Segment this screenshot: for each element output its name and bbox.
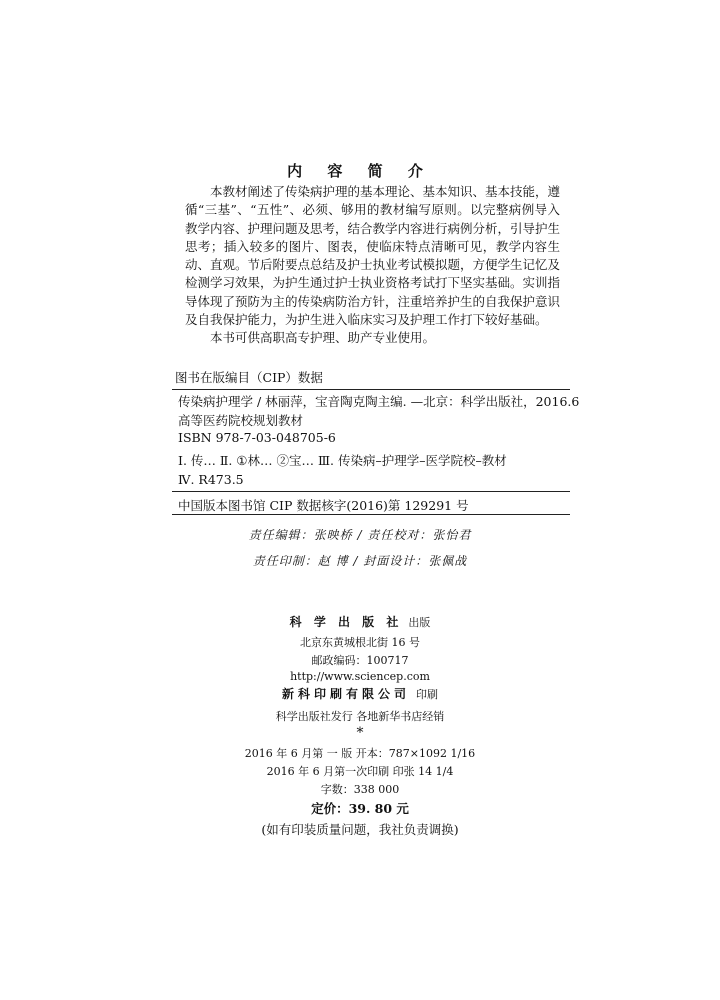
cip-series: 高等医药院校规划教材 <box>178 413 304 428</box>
summary-paragraph: 本教材阐述了传染病护理的基本理论、基本知识、基本技能，遵循“三基”、“五性”、必须、够用的教材编写原则。以完整病例导入教学内容、护理问题及思考，结合教学内容进行病例分析，引导护生思考；插入较多的图片、图表，使临床特点清晰可见，教学内容生动、直观。节后附要点总结及护士执业考试模拟题，方便学生记忆及检测学习效果，为护生通过护士执业资格考试打下坚实基础。实训指导体现了预防为主的传染病防治方针，注重培养护生的自我保护意识及自我保护能力，为护生进入临床实习及护理工作打下较好基础。 <box>185 184 561 328</box>
cip-mid-rule <box>172 491 570 492</box>
cip-isbn: ISBN 978-7-03-048705-6 <box>178 430 336 445</box>
cip-title-line: 传染病护理学 / 林丽萍，宝音陶克陶主编. —北京：科学出版社，2016.6 <box>178 394 580 409</box>
cip-record-number: 中国版本图书馆 CIP 数据核字(2016)第 129291 号 <box>178 498 469 513</box>
summary-body <box>185 183 560 348</box>
publisher-url: http://www.sciencep.com <box>290 670 430 683</box>
printer-name: 新科印刷有限公司 <box>281 687 410 701</box>
edition-line: 2016 年 6 月第 一 版 开本：787×1092 1/16 <box>244 747 476 760</box>
printer-line <box>0 685 720 702</box>
editor-credits: 责任编辑：张映桥 / 责任校对：张怡君 <box>248 528 472 542</box>
quality-notice: (如有印装质量问题，我社负责调换) <box>261 822 459 837</box>
publisher-line <box>0 613 720 630</box>
cip-bottom-rule <box>172 514 570 515</box>
production-credits: 责任印制：赵 博 / 封面设计：张佩战 <box>252 554 468 568</box>
cip-heading: 图书在版编目（CIP）数据 <box>175 370 323 385</box>
cip-top-rule <box>172 389 570 390</box>
publisher-suffix: 出版 <box>408 616 431 629</box>
cip-subjects: Ⅰ. 传… Ⅱ. ①林… ②宝… Ⅲ. 传染病–护理学–医学院校–教材 <box>178 453 507 468</box>
summary-usage: 本书可供高职高专护理、助产专业使用。 <box>210 330 436 346</box>
cip-classification: Ⅳ. R473.5 <box>178 472 244 487</box>
publisher-address: 北京东黄城根北街 16 号 <box>300 636 420 649</box>
distribution-line: 科学出版社发行 各地新华书店经销 <box>275 710 445 723</box>
wordcount-line: 字数：338 000 <box>320 783 400 796</box>
publisher-logo-name: 科 学 出 版 社 <box>289 615 403 629</box>
printer-suffix: 印刷 <box>416 688 438 701</box>
summary-title: 内 容 简 介 <box>287 162 433 180</box>
separator-star: * <box>356 725 364 741</box>
printing-line: 2016 年 6 月第一次印刷 印张 14 1/4 <box>266 765 454 778</box>
price-line: 定价：39. 80 元 <box>311 801 409 816</box>
publisher-postcode: 邮政编码：100717 <box>311 654 409 667</box>
